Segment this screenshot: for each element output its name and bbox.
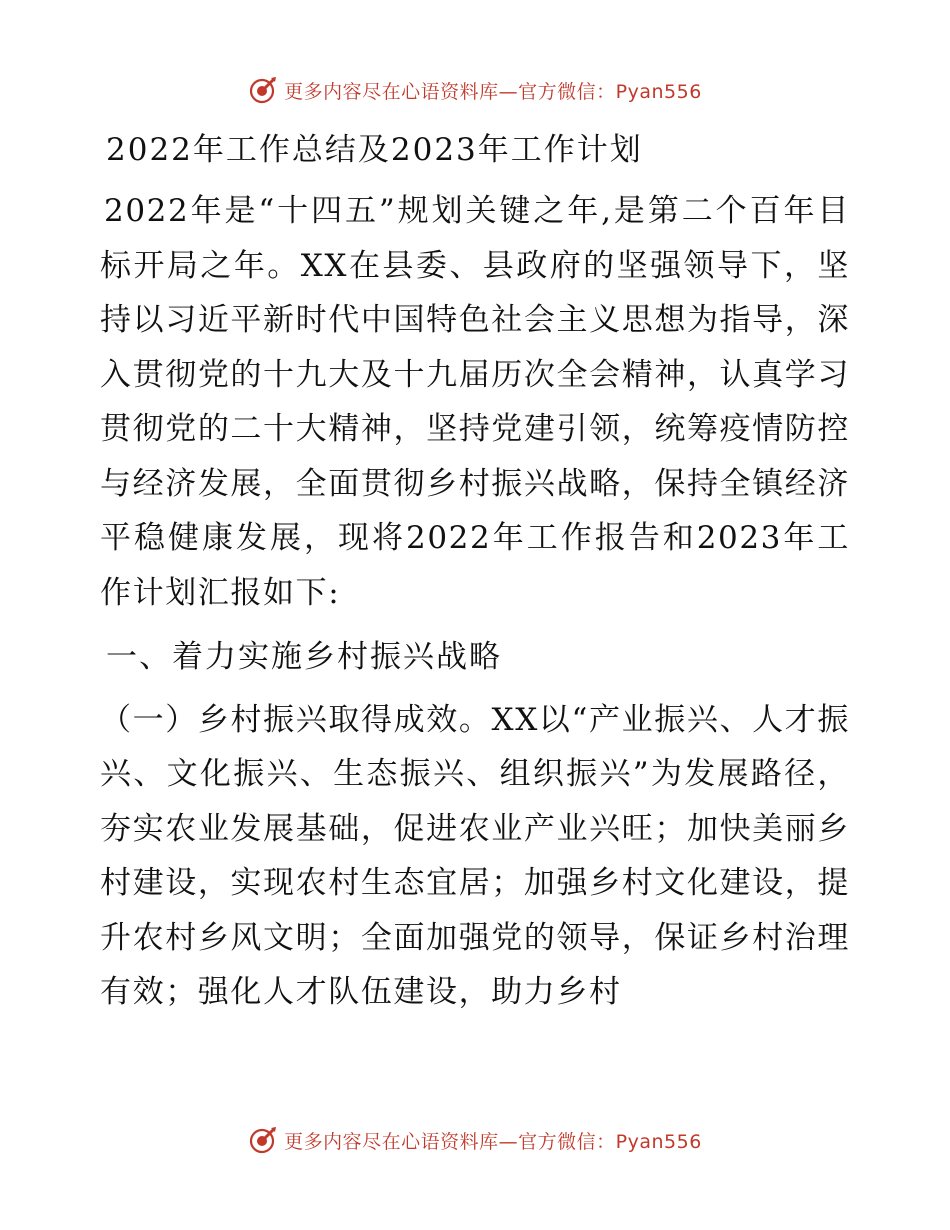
- document-title: 2022年工作总结及2023年工作计划: [106, 132, 643, 168]
- document-body: [100, 184, 850, 1020]
- section-heading: 一、着力实施乡村振兴战略: [106, 639, 502, 675]
- footer-banner: [0, 1120, 950, 1160]
- pen-logo-icon: [248, 75, 278, 105]
- pen-logo-icon: [248, 1125, 278, 1155]
- header-banner-text: 更多内容尽在心语资料库—官方微信：Pyan556: [284, 80, 702, 103]
- section-paragraph: （一）乡村振兴取得成效。XX以“产业振兴、人才振兴、文化振兴、生态振兴、组织振兴”为发展路径，夯实农业发展基础，促进农业产业兴旺；加快美丽乡村建设，实现农村生态宜居；加强乡村文化建设，提升农村乡风文明；全面加强党的领导，保证乡村治理有效；强化人才队伍建设，助力乡村: [100, 701, 850, 1010]
- intro-paragraph: 2022年是“十四五”规划关键之年,是第二个百年目标开局之年。XX在县委、县政府的坚强领导下，坚持以习近平新时代中国特色社会主义思想为指导，深入贯彻党的十九大及十九届历次全会精神，认真学习贯彻党的二十大精神，坚持党建引领，统筹疫情防控与经济发展，全面贯彻乡村振兴战略，保持全镇经济平稳健康发展，现将2022年工作报告和2023年工作计划汇报如下:: [100, 193, 850, 611]
- footer-banner-text: 更多内容尽在心语资料库—官方微信：Pyan556: [284, 1130, 702, 1153]
- header-banner: [0, 70, 950, 110]
